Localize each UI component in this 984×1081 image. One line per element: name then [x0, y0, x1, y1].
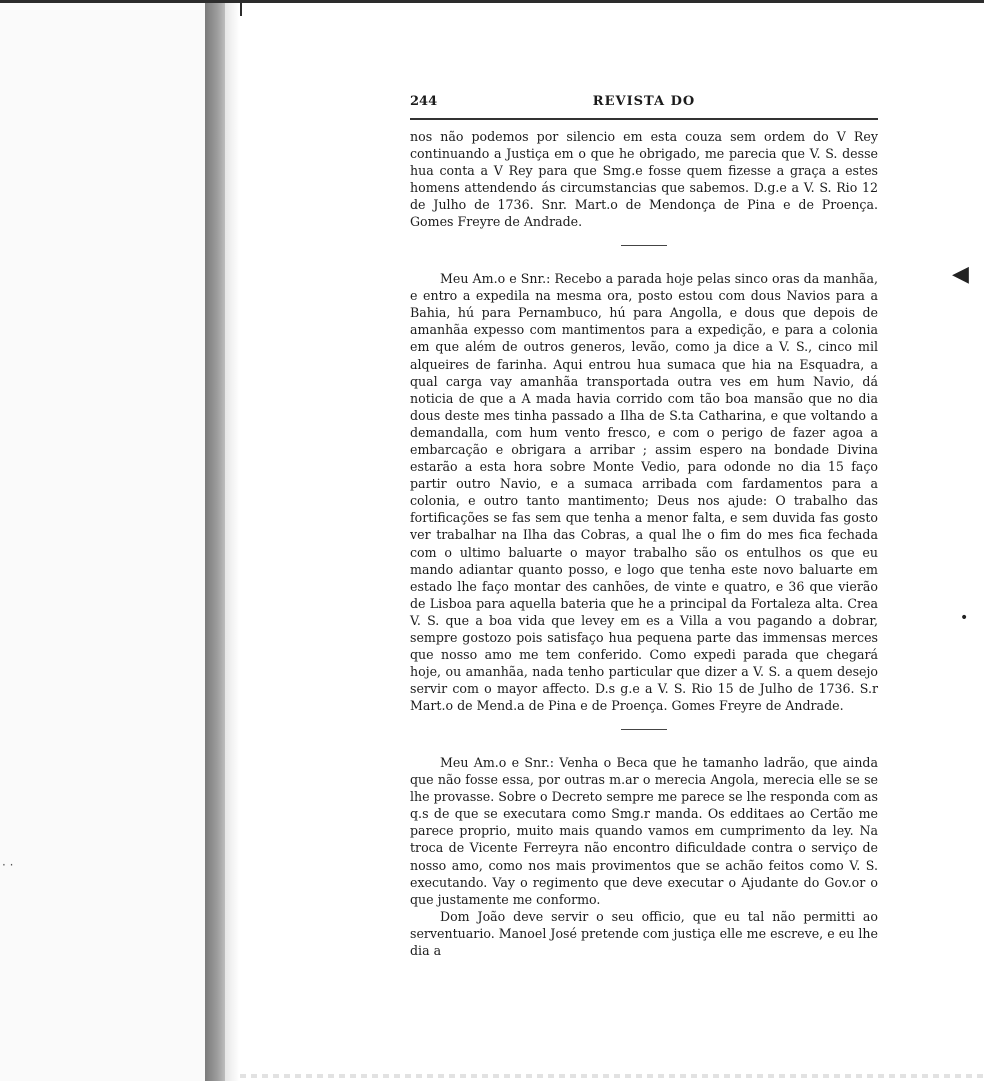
margin-arrow-mark: ◀	[952, 262, 969, 287]
letter-paragraph: Meu Am.o e Snr.: Venha o Beca que he tamanho ladrão, que ainda que não fosse essa, por outras m.ar o merecia Angola, merecia elle se se lhe provasse. Sobre o Decreto sempre me parece se lhe responda com as q.s de que se executara como Smg.r manda. Os edditaes ao Certão me parece proprio, muito mais quando vamos em cumprimento da ley. Na troca de Vicente Ferreyra não encontro dificuldade contra o serviço de nosso amo, como nos mais provimentos que se achão feitos como V. S. executando. Vay o regimento que deve executar o Ajudante do Gov.or o que justamente me conformo.	[410, 755, 878, 907]
running-title: REVISTA DO	[592, 94, 696, 109]
header-rule	[410, 118, 878, 120]
book-page	[410, 94, 878, 959]
letter-paragraph: Meu Am.o e Snr.: Recebo a parada hoje pelas sinco oras da manhãa, e entro a expedila na mesma ora, posto estou com dous Navios para a Bahia, hú para Pernambuco, hú para Angolla, e dous que depois de amanhãa expesso com mantimentos para a expedição, e para a colonia em que além de outros generos, levão, como ja dice a V. S., cinco mil alqueires de farinha. Aqui entrou hua sumaca que hia na Esquadra, a qual carga vay amanhãa transportada outra ves em hum Navio, dá noticia de que a A mada havia corrido com tão boa mansão que no dia dous deste mes tinha passado a Ilha de S.ta Catharina, e que voltando a demandalla, com hum vento fresco, e com o perigo de fazer agoa a embarcação e obrigara a arribar ; assim espero na bondade Divina estarão a esta hora sobre Monte Vedio, para odonde no dia 15 faço partir outro Navio, e a sumaca arribada com fardamentos para a colonia, e outro tanto mantimento; Deus nos ajude: O trabalho das fortificações se fas sem que tenha a menor falta, e sem duvida fas gosto ver trabalhar na Ilha das Cobras, a qual lhe o fim do mes fica fechada com o ultimo baluarte o mayor trabalho são os entulhos os que eu mando adiantar quanto posso, e logo que tenha este novo baluarte em estado lhe faço montar des canhões, de vinte e quatro, e 36 que vierão de Lisboa para aquella bateria que he a principal da Fortaleza alta. Crea V. S. que a boa vida que levey em es a Villa a vou pagando a dobrar, sempre gostozo pois satisfaço hua pequena parte das immensas merces que nosso amo me tem conferido. Como expedi parada que chegará hoje, ou amanhãa, nada tenho particular que dizer a V. S. a quem desejo servir com o mayor affecto. D.s g.e a V. S. Rio 15 de Julho de 1736. S.r Mart.o de Mend.a de Pina e de Proença. Gomes Freyre de Andrade.	[410, 271, 878, 714]
book-gutter-shadow	[205, 0, 225, 1081]
letter-paragraph: Dom João deve servir o seu officio, que eu tal não permitti ao serventuario. Manoel José pretende com justiça elle me escreve, e eu lhe dia a	[410, 908, 878, 959]
scan-top-edge	[0, 0, 984, 3]
scan-left-margin	[0, 0, 205, 1081]
running-header	[410, 94, 878, 116]
section-divider	[621, 729, 667, 731]
scan-top-tick	[240, 0, 242, 16]
margin-dot-mark: •	[960, 610, 969, 626]
scan-bottom-edge	[240, 1074, 984, 1078]
scan-speck-mark: · ·	[2, 858, 14, 872]
page-number: 244	[410, 94, 438, 109]
book-gutter-edge	[225, 0, 239, 1081]
section-divider	[621, 245, 667, 247]
page-body	[410, 128, 878, 959]
paragraph-continuation: nos não podemos por silencio em esta couza sem ordem do V Rey continuando a Justiça em o que he obrigado, me parecia que V. S. desse hua conta a V Rey para que Smg.e fosse quem fizesse a graça a estes homens attendendo ás circumstancias que sabemos. D.g.e a V. S. Rio 12 de Julho de 1736. Snr. Mart.o de Mendonça de Pina e de Proença. Gomes Freyre de Andrade.	[410, 129, 878, 230]
